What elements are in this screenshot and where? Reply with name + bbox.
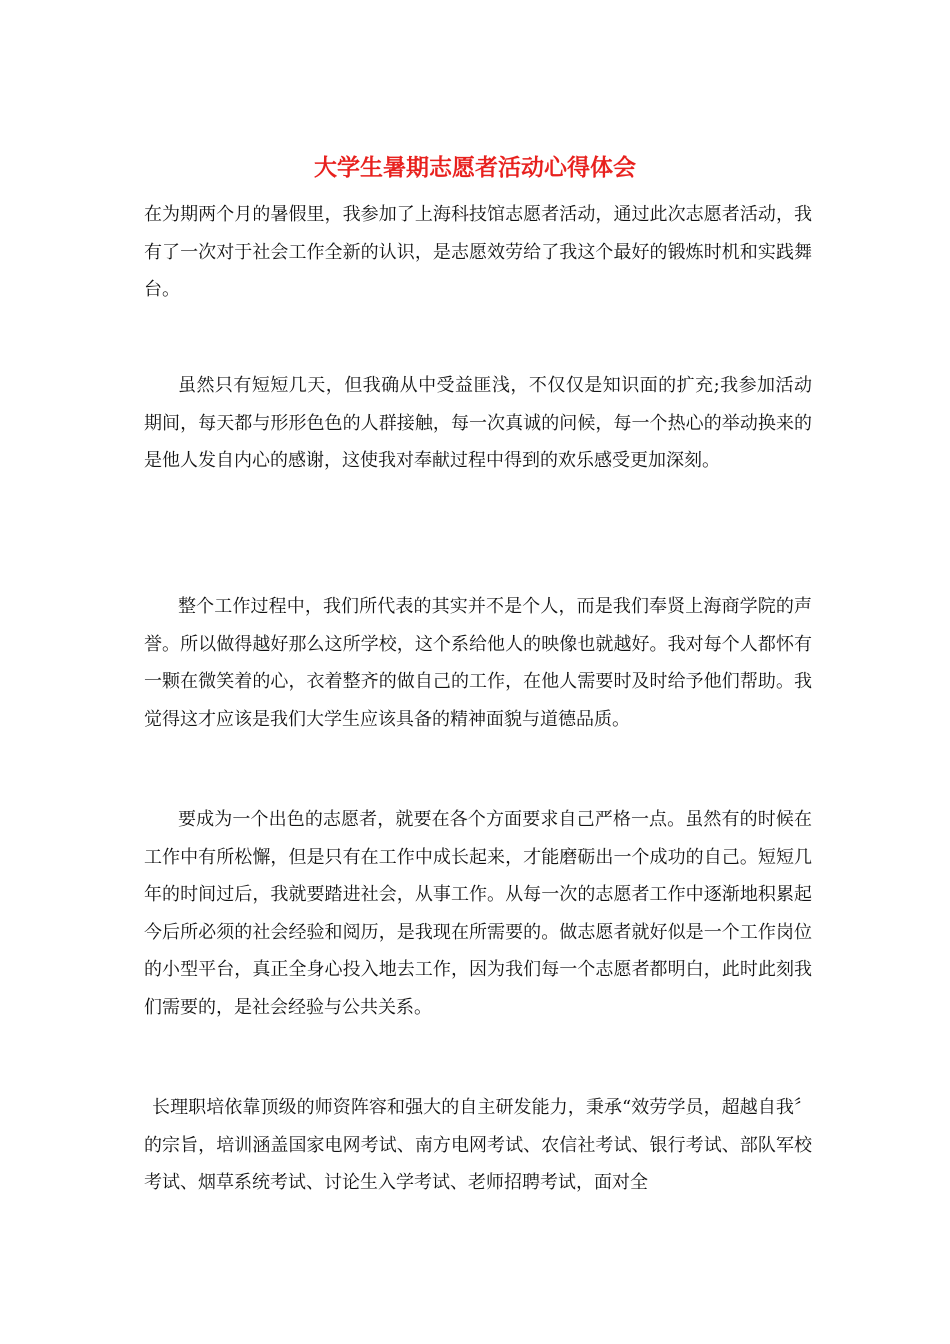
- paragraph-4: 要成为一个出色的志愿者，就要在各个方面要求自己严格一点。虽然有的时候在工作中有所松懈，但是只有在工作中成长起来，才能磨砺出一个成功的自己。短短几年的时间过后，我就要踏进社会，从事工作。从每一次的志愿者工作中逐渐地积累起今后所必须的社会经验和阅历，是我现在所需要的。做志愿者就好似是一个工作岗位的小型平台，真正全身心投入地去工作，因为我们每一个志愿者都明白，此时此刻我们需要的，是社会经验与公共关系。: [144, 809, 812, 1018]
- paragraph-5: 长理职培依靠顶级的师资阵容和强大的自主研发能力，秉承“效劳学员，超越自我〞的宗旨，培训涵盖国家电网考试、南方电网考试、农信社考试、银行考试、部队军校考试、烟草系统考试、讨论生入学考试、老师招聘考试，面对全: [144, 1097, 812, 1193]
- paragraph-2: 虽然只有短短几天，但我确从中受益匪浅，不仅仅是知识面的扩充;我参加活动期间，每天都与形形色色的人群接触，每一次真诚的问候，每一个热心的举动换来的是他人发自内心的感谢，这使我对奉献过程中得到的欢乐感受更加深刻。: [144, 375, 812, 471]
- document-title: 大学生暑期志愿者活动心得体会: [314, 154, 636, 181]
- paragraph-3: 整个工作过程中，我们所代表的其实并不是个人，而是我们奉贤上海商学院的声誉。所以做得越好那么这所学校，这个系给他人的映像也就越好。我对每个人都怀有一颗在微笑着的心，衣着整齐的做自己的工作，在他人需要时及时给予他们帮助。我觉得这才应该是我们大学生应该具备的精神面貌与道德品质。: [144, 596, 812, 730]
- paragraph-1: 在为期两个月的暑假里，我参加了上海科技馆志愿者活动，通过此次志愿者活动，我有了一次对于社会工作全新的认识，是志愿效劳给了我这个最好的锻炼时机和实践舞台。: [144, 204, 812, 300]
